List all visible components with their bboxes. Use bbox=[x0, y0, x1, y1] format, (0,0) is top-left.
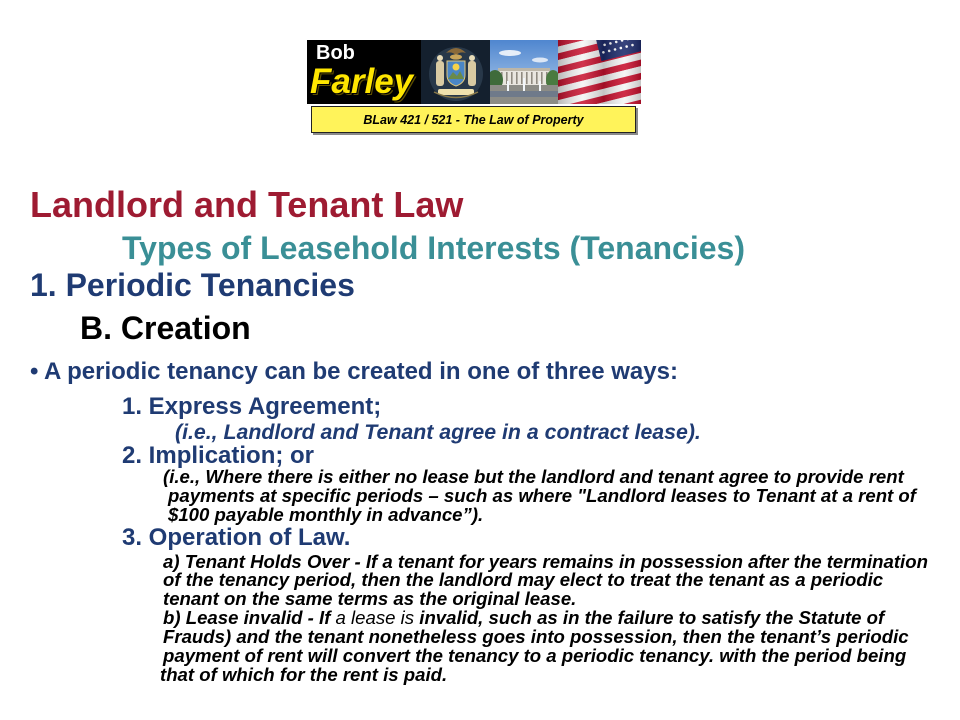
item-detail-line bbox=[163, 609, 884, 628]
item-heading-operation-of-law: 3. Operation of Law. bbox=[122, 524, 351, 551]
item-detail-line: payment of rent will convert the tenancy to a periodic tenancy. with the period being bbox=[163, 645, 907, 666]
item-detail-line: tenant on the same terms as the original lease. bbox=[163, 588, 577, 609]
section-heading: 1. Periodic Tenancies bbox=[30, 267, 355, 303]
us-flag-icon bbox=[558, 40, 641, 104]
seal-scroll bbox=[438, 89, 474, 95]
flag-wave-shading bbox=[558, 40, 641, 104]
campus-building-icon bbox=[490, 40, 558, 104]
building-roof bbox=[498, 68, 550, 71]
seal-left-figure-head bbox=[437, 55, 443, 61]
item-heading-express-agreement: 1. Express Agreement; bbox=[122, 393, 382, 420]
building-cloud bbox=[532, 58, 548, 63]
seal-sun bbox=[453, 64, 460, 71]
slide-title: Landlord and Tenant Law bbox=[30, 184, 464, 225]
building-column bbox=[511, 72, 513, 84]
detail-segment: b) Lease invalid - If bbox=[163, 607, 336, 628]
item-detail-line: (i.e., Landlord and Tenant agree in a contract lease). bbox=[175, 420, 701, 444]
course-title: BLaw 421 / 521 - The Law of Property bbox=[363, 112, 584, 127]
subsection-heading: B. Creation bbox=[80, 310, 251, 346]
item-detail-line: that of which for the rent is paid. bbox=[160, 664, 448, 685]
logo-first-name: Bob bbox=[316, 42, 355, 64]
building-cloud bbox=[499, 50, 521, 56]
seal-right-figure-head bbox=[469, 55, 475, 61]
item-detail-line: a) Tenant Holds Over - If a tenant for years remains in possession after the termination bbox=[163, 551, 928, 572]
building-column bbox=[526, 72, 528, 84]
building-column bbox=[531, 72, 533, 84]
item-detail-line: $100 payable monthly in advance”). bbox=[168, 504, 484, 525]
building-column bbox=[516, 72, 518, 84]
detail-segment: invalid, such as in the failure to satisfy the Statute of bbox=[414, 607, 885, 628]
building-column bbox=[541, 72, 543, 84]
item-heading-implication: 2. Implication; or bbox=[122, 442, 315, 469]
item-detail-line: of the tenancy period, then the landlord may elect to treat the tenant as a periodic bbox=[163, 569, 884, 590]
item-detail-line: (i.e., Where there is either no lease but the landlord and tenant agree to provide rent bbox=[163, 466, 904, 487]
building-column bbox=[536, 72, 538, 84]
building-pool bbox=[490, 91, 558, 97]
building-column bbox=[521, 72, 523, 84]
seal-left-figure bbox=[436, 61, 444, 86]
seal-right-figure bbox=[468, 61, 476, 86]
course-title-bar bbox=[311, 106, 636, 133]
bullet-marker: • bbox=[30, 358, 39, 385]
detail-segment-light: a lease is bbox=[335, 607, 415, 628]
item-detail-line: Frauds) and the tenant nonetheless goes into possession, then the tenant’s periodic bbox=[163, 626, 909, 647]
logo-last-name: Farley bbox=[310, 62, 414, 101]
seal-eagle-body bbox=[450, 54, 462, 59]
state-seal-icon bbox=[421, 40, 490, 104]
slide-subtitle: Types of Leasehold Interests (Tenancies) bbox=[122, 230, 745, 266]
item-detail-line: payments at specific periods – such as where "Landlord leases to Tenant at a rent of bbox=[168, 485, 916, 506]
bullet-text: A periodic tenancy can be created in one of three ways: bbox=[44, 358, 678, 385]
